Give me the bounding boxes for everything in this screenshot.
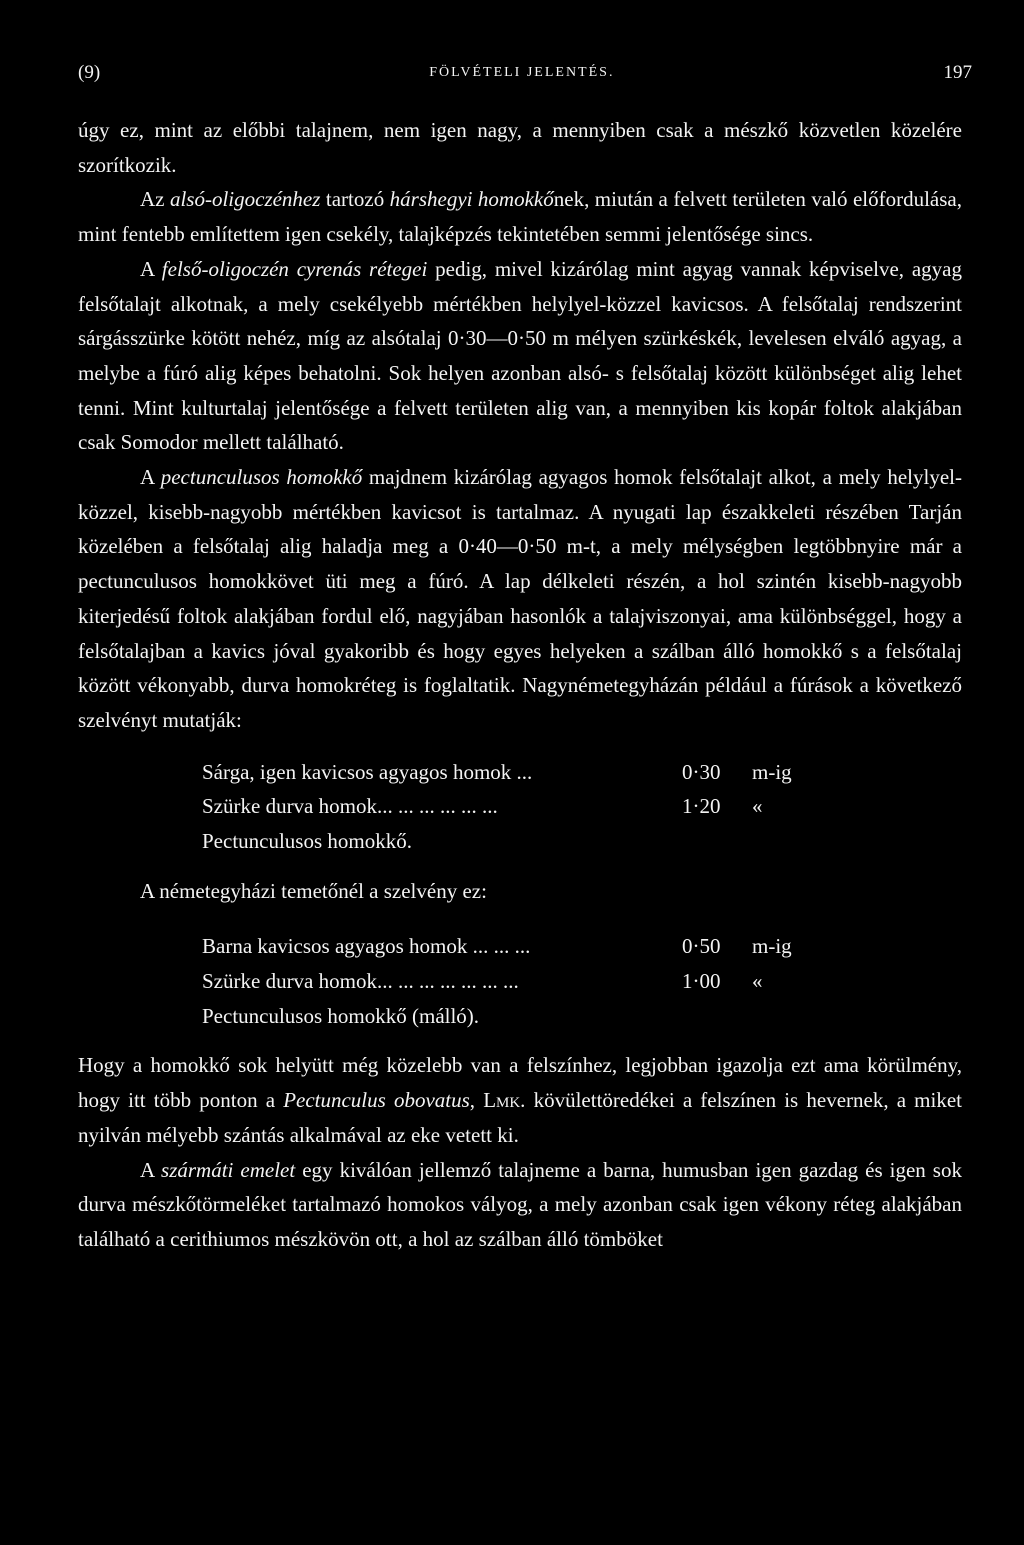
profile-row: Szürke durva homok... ... ... ... ... ... 1·20 « [202,794,763,819]
term-harshegyi-homokko: hárshegyi homokkő [389,187,554,212]
profile-row: Barna kavicsos agyagos homok ... ... ... 0·50 m-ig [202,934,792,959]
profile-row: Sárga, igen kavicsos agyagos homok ... 0·30 m-ig [202,759,792,784]
profile-row: Szürke durva homok... ... ... ... ... ... ... 1·00 « [202,969,763,994]
section-number: (9) [78,62,101,83]
paragraph-continuation: úgy ez, mint az előbbi talajnem, nem igen nagy, a mennyiben csak a mészkő közvetlen közelére szorítkozik. [78,118,962,177]
page-number: 197 [943,62,972,83]
body-text [78,113,962,1257]
profile-nagynemetegyhaza [202,755,842,859]
paragraph-hars-hegyi: Az alsó-oligoczénhez tartozó hárshegyi homokkőnek, miután a felvett területen való előfordulása, mint fentebb említettem igen csekély, talajképzés tekintetében semmi jelentősége sincs. [78,187,962,247]
profile-nemetegyhazi-temeto [202,929,842,1033]
running-header [78,58,972,88]
paragraph-pectunculusos: A pectunculusos homokkő majdnem kizárólag agyagos homok felsőtalajt alkot, a mely helylyel-közzel, kisebb-nagyobb mértékben kavicsot is tartalmaz. A nyugati lap északkeleti részében Tarján közelében a felsőtalaj alig haladja meg a 0·40—0·50 m-t, a mely mélységben legtöbbnyire már a pectunculusos homokkövet üti meg a fúró. A lap délkeleti részén, a hol szintén kisebb-nagyobb kiterjedésű foltok alakjában fordul elő, nagyjában hasonlók a talajviszonyai, ama különbséggel, hogy a felsőtalajban a kavics jóval gyakoribb és hogy egyes helyeken a szálban álló homokkő s a felsőtalaj között vékonyabb, durva homokréteg is foglaltatik. Nagynémetegyházán például a fúrások a következő szelvényt mutatják: [78,465,962,732]
paragraph-pectunculus-obovatus: Hogy a homokkő sok helyütt még közelebb van a felszínhez, legjobban igazolja ezt ama körülmény, hogy itt több ponton a Pectunculus obovatus, Lmk. kövülettöredékei a felszínen is hevernek, a miket nyilván mélyebb szántás alkalmával az eke vetett ki. [78,1053,962,1147]
term-szarmati-emelet: szármáti emelet [161,1157,296,1182]
paragraph-szarmati: A szármáti emelet egy kiválóan jellemző talajneme a barna, humusban igen gazdag és igen sok durva mészkőtörmeléket tartalmazó homokos vályog, a mely azonban csak igen vékony réteg alakjában található a cerithiumos mészkövön ott, a hol az szálban álló tömböket [78,1157,962,1251]
term-pectunculusos-homokko: pectunculusos homokkő [160,465,363,490]
term-also-oligoczen: alsó-oligoczénhez [169,187,321,212]
term-pectunculus-obovatus: Pectunculus obovatus [283,1088,470,1113]
profile-row: Pectunculusos homokkő. [202,829,412,854]
paragraph-temeto-intro: A németegyházi temetőnél a szelvény ez: [140,878,487,903]
running-title: FÖLVÉTELI JELENTÉS. [429,65,615,80]
profile-row: Pectunculusos homokkő (málló). [202,1003,480,1028]
author-abbrev: Lmk. [483,1088,526,1113]
paragraph-felso-oligoczen: A felső-oligoczén cyrenás rétegei pedig, mivel kizárólag mint agyag vannak képviselve, agyag felsőtalajt alkotnak, a mely csekélyebb mértékben helylyel-közzel kavicsos. A felsőtalaj rendszerint sárgásszürke kötött nehéz, míg az alsótalaj 0·30—0·50 m mélyen szürkéskék, levelesen elváló agyag, a melybe a fúró alig képes behatolni. Sok helyen azonban alsó- s felsőtalaj között különbséget alig lehet tenni. Mint kulturtalaj jelentősége a felvett területen alig van, a mennyiben kis kopár foltok alakjában csak Somodor mellett található. [78,256,962,455]
term-felso-oligoczen: felső-oligoczén cyrenás rétegei [161,256,428,281]
